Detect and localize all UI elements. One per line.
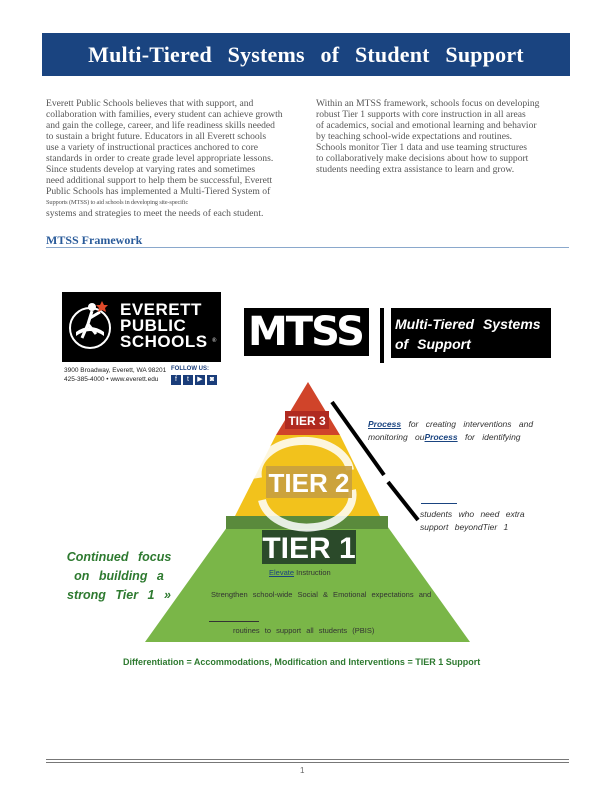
intro-line: standards in order to create grade level appropriate lessons. [46,153,274,164]
intro-line: Supports (MTSS) to aid schools in developing site-specific [46,199,189,206]
tier2-note [420,508,540,534]
intro-line: Schools monitor Tier 1 data and use teaming structures [316,142,528,153]
tier3-note [368,418,538,444]
tier3-label: TIER 3 [288,414,326,428]
continued-focus-note: Continued focus on building a strong Tier 1 » [66,550,172,602]
registered-mark: ® [212,338,217,344]
intro-line: need additional support to help them be successful, Everett [46,175,273,186]
tier2-connector [388,482,418,520]
footer-rule [46,762,569,763]
intro-line: and gain the college, career, and life readiness skills needed [46,120,275,131]
footer-rule [46,759,569,760]
intro-line: use a variety of instructional practices anchored to core [46,142,259,153]
intro-line: by teaching school-wide expectations and routines. [316,131,513,142]
tier2-label: TIER 2 [268,468,350,498]
logo-line: EVERETT [120,300,202,319]
facebook-icon[interactable]: f [171,375,181,385]
intro-line: systems and strategies to meet the needs of each student. [46,208,264,219]
address-line: 3900 Broadway, Everett, WA 98201 [64,367,167,374]
note-text: for creating interventions and [401,419,534,429]
strengthen-note: Strengthen school-wide Social & Emotional expectations and [211,590,432,599]
logo-line: PUBLIC [120,316,187,335]
note-text: monitoring ou [368,432,425,442]
phone-web-line: 425-385-4000 • www.everett.edu [64,376,159,383]
process-link[interactable]: Process [368,419,402,429]
intro-line: to sustain a bright future. Educators in all Everett schools [46,131,267,142]
mtss-acronym: MTSS [244,308,369,356]
note-text: Instruction [294,568,331,577]
tier1-label: TIER 1 [262,532,356,565]
routines-underline [209,621,259,622]
note-text: for identifying [457,432,521,442]
page-number: 1 [300,766,305,775]
tier2-note-line [421,503,457,504]
elevate-link[interactable]: Elevate [269,568,295,577]
instagram-icon[interactable]: ◙ [207,375,217,385]
intro-line: of academics, social and emotional learning and behavior [316,120,537,131]
routines-note: routines to support all students (PBIS) [233,626,375,635]
twitter-icon[interactable]: t [183,375,193,385]
youtube-icon[interactable]: ▶ [195,375,205,385]
follow-us-label: FOLLOW US: [171,366,209,372]
intro-line: Within an MTSS framework, schools focus on developing [316,98,540,109]
intro-line: to collaboratively make decisions about how to support [316,153,529,164]
process-link[interactable]: Process [424,432,458,442]
intro-line: robust Tier 1 supports with core instruction in all areas [316,109,526,120]
intro-line: collaboration with families, every student can achieve growth [46,109,283,120]
intro-line: Public Schools has implemented a Multi-Tiered System of [46,186,271,197]
subtitle-line: Multi-Tiered Systems [395,316,541,332]
intro-line: Since students develop at varying rates and sometimes [46,164,256,175]
page-title: Multi-Tiered Systems of Student Support [42,33,570,76]
intro-line: Everett Public Schools believes that with support, and [46,98,254,109]
intro-line: students needing extra assistance to learn and grow. [316,164,515,175]
note-text: students who need extra [420,509,525,519]
subtitle-line: of Support Framework [395,336,471,372]
note-text: support beyondTier 1 [420,522,509,532]
logo-line: SCHOOLS [120,332,208,351]
differentiation-statement: Differentiation = Accommodations, Modification and Interventions = TIER 1 Support [123,657,481,667]
elevate-instruction-note [269,568,331,577]
section-title: MTSS Framework [46,233,143,247]
